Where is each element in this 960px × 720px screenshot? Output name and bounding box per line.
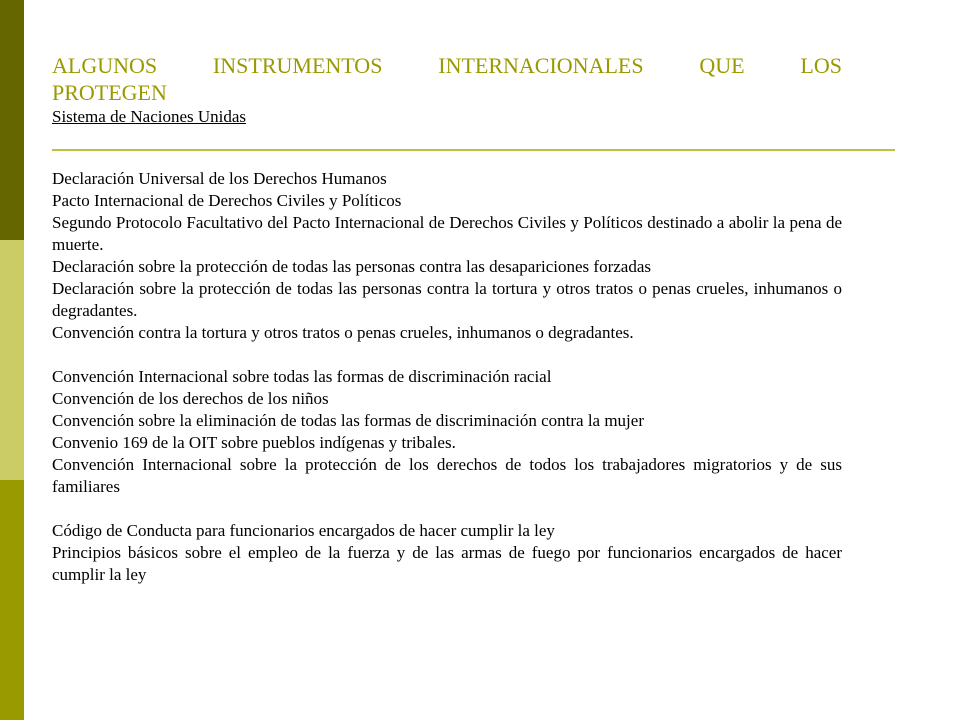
group-spacer: [52, 344, 842, 366]
list-item: Pacto Internacional de Derechos Civiles y Políticos: [52, 191, 402, 210]
sidebar-segment-olive: [0, 480, 24, 720]
slide-header: [52, 52, 842, 128]
sidebar-segment-light: [0, 240, 24, 480]
list-item: Declaración sobre la protección de todas las personas contra la tortura y otros tratos o penas crueles, inhumanos o degradantes.: [52, 279, 842, 320]
header-divider: [52, 149, 895, 151]
list-item: Convención sobre la eliminación de todas las formas de discriminación contra la mujer: [52, 411, 644, 430]
list-item: Convención contra la tortura y otros tratos o penas crueles, inhumanos o degradantes.: [52, 323, 634, 342]
list-item: Convención Internacional sobre todas las formas de discriminación racial: [52, 367, 552, 386]
list-item: Principios básicos sobre el empleo de la fuerza y de las armas de fuego por funcionarios encargados de hacer cumplir la ley: [52, 543, 842, 584]
list-item: Código de Conducta para funcionarios encargados de hacer cumplir la ley: [52, 521, 555, 540]
list-item: Convenio 169 de la OIT sobre pueblos indígenas y tribales.: [52, 433, 456, 452]
slide-title-line-1: ALGUNOS INSTRUMENTOS INTERNACIONALES QUE LOS: [52, 53, 842, 78]
slide-sidebar: [0, 0, 24, 720]
group-spacer: [52, 498, 842, 520]
list-item: Declaración sobre la protección de todas las personas contra las desapariciones forzadas: [52, 257, 651, 276]
list-item: Convención Internacional sobre la protección de los derechos de todos los trabajadores migratorios y de sus familiares: [52, 455, 842, 496]
list-item: Segundo Protocolo Facultativo del Pacto Internacional de Derechos Civiles y Políticos destinado a abolir la pena de muerte.: [52, 213, 842, 254]
list-item: Convención de los derechos de los niños: [52, 389, 329, 408]
slide-title-line-2: PROTEGEN: [52, 80, 167, 105]
sidebar-segment-dark: [0, 0, 24, 240]
instrument-list: [52, 168, 842, 586]
slide-subtitle: Sistema de Naciones Unidas: [52, 107, 247, 126]
list-item: Declaración Universal de los Derechos Humanos: [52, 169, 387, 188]
